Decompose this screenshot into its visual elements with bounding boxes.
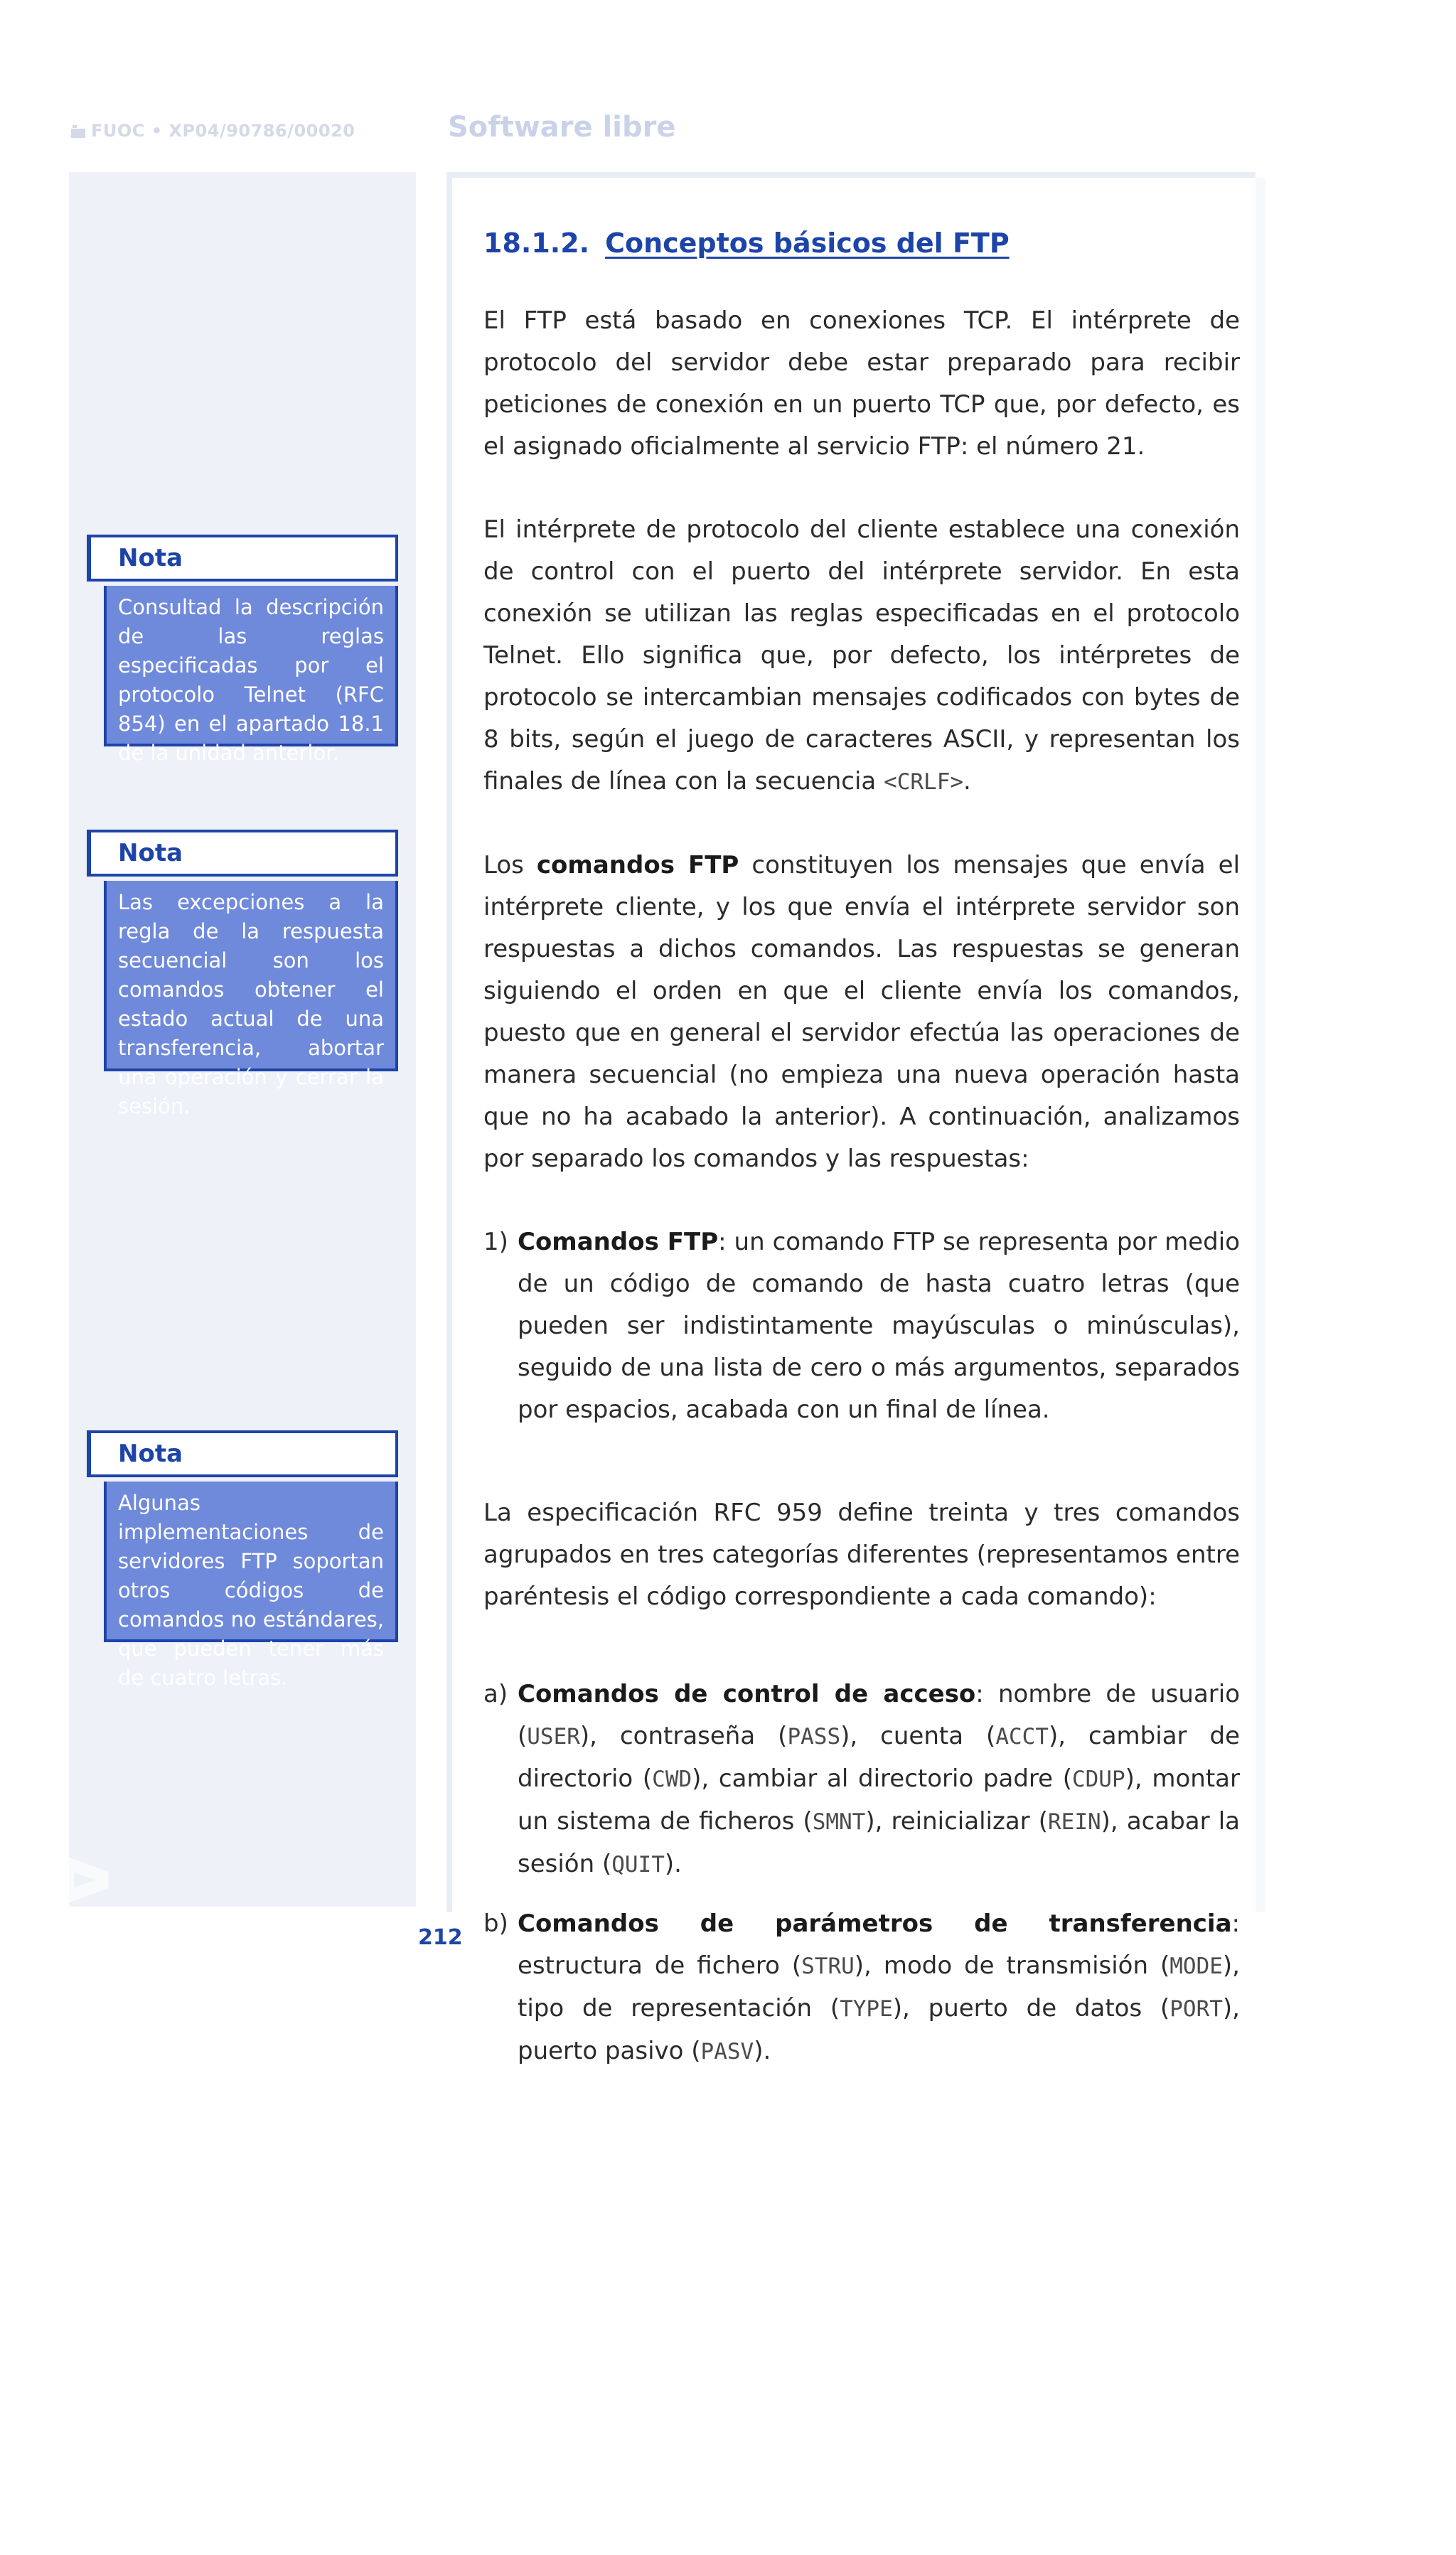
inline-code: STRU	[801, 1954, 855, 1979]
list-text: ).	[664, 1850, 682, 1878]
inline-code: <CRLF>	[884, 769, 964, 795]
inline-code: QUIT	[611, 1852, 665, 1878]
list-text: ), puerto pasivo (	[518, 1994, 1240, 2065]
paragraph-text: Los	[483, 851, 537, 879]
bold-term: comandos FTP	[536, 851, 739, 879]
list-label: 1)	[483, 1228, 508, 1256]
paragraph	[483, 509, 1240, 803]
inline-code: CDUP	[1071, 1767, 1125, 1792]
list-text: ), cambiar de directorio (	[518, 1722, 1241, 1793]
inline-code: CWD	[652, 1767, 692, 1792]
list-text: ), puerto de datos (	[892, 1994, 1170, 2023]
list-text: ), modo de transmisión (	[854, 1951, 1170, 1980]
paragraph: El FTP está basado en conexiones TCP. El intérprete de protocolo del servidor debe estar preparado para recibir peticiones de conexión en un puerto TCP que, por defecto, es el asignado oficialmente al servicio FTP: el número 21.	[483, 306, 1240, 461]
list-item	[483, 1903, 1240, 2073]
margin-note	[87, 830, 398, 1118]
list-text: : estructura de fichero (	[518, 1909, 1240, 1980]
inline-code: TYPE	[840, 1996, 893, 2022]
paragraph-text: constituyen los mensajes que envía el intérprete cliente, y los que envía el intérprete servidor son respuestas a dichos comandos. Las respuestas se generan siguiendo el orden en que el cliente envía los comandos, puesto que en general el servidor efectúa las operaciones de manera secuencial (no empieza una nueva operación hasta que no ha acabado la anterior). A continuación, analizamos por separado los comandos y las respuestas:	[483, 851, 1241, 1173]
inline-code: ACCT	[995, 1724, 1049, 1750]
inline-code: REIN	[1048, 1809, 1101, 1835]
list-text: : un comando FTP se representa por medio de un código de comando de hasta cuatro letras (que pueden ser indistintamente mayúsculas o minúsculas), seguido de una lista de cero o más argumentos, separados por espacios, acabada con un final de línea.	[518, 1228, 1240, 1424]
list-text: ), tipo de representación (	[518, 1951, 1240, 2023]
list-text: ).	[754, 2037, 771, 2065]
list-text: ), cambiar al directorio padre (	[692, 1764, 1072, 1793]
note-title: Nota	[87, 830, 398, 877]
section-number: 18.1.2.	[483, 227, 590, 259]
fuoc-logo-icon	[71, 125, 85, 138]
section-title-text: Conceptos básicos del FTP	[605, 227, 1010, 259]
list-label: b)	[483, 1909, 508, 1938]
list-text: ), contraseña (	[579, 1722, 788, 1750]
header-code	[71, 121, 355, 141]
list-text: ), reinicializar (	[865, 1807, 1049, 1836]
inline-code: SMNT	[812, 1809, 866, 1835]
list-item	[483, 1673, 1240, 1886]
page-number: 212	[418, 1925, 463, 1950]
main-content	[483, 227, 1240, 2073]
paragraph	[483, 845, 1240, 1180]
bold-term: Comandos de control de acceso	[518, 1680, 976, 1708]
note-title: Nota	[87, 1430, 398, 1477]
list-text: ), cuenta (	[840, 1722, 996, 1750]
note-title: Nota	[87, 535, 398, 582]
header-code-text: FUOC • XP04/90786/00020	[91, 121, 355, 141]
inline-code: PASV	[700, 2039, 754, 2064]
paragraph-text: El intérprete de protocolo del cliente establece una conexión de control con el puerto del intérprete servidor. En esta conexión se utilizan las reglas especificadas en el protocolo Telnet. Ello significa que, por defecto, los intérpretes de protocolo se intercambian mensajes codificados con bytes de 8 bits, según el juego de caracteres ASCII, y representan los finales de línea con la secuencia	[483, 515, 1240, 796]
header-title: Software libre	[448, 111, 676, 144]
section-title	[483, 227, 1240, 259]
bold-term: Comandos de parámetros de transferencia	[518, 1909, 1232, 1938]
inline-code: PORT	[1169, 1996, 1223, 2022]
bold-term: Comandos FTP	[518, 1228, 719, 1256]
list-label: a)	[483, 1680, 508, 1708]
inline-code: PASS	[787, 1724, 841, 1750]
margin-note	[87, 535, 398, 765]
list-text: ), montar un sistema de ficheros (	[518, 1764, 1240, 1836]
inline-code: USER	[527, 1724, 580, 1750]
list-text: ), acabar la sesión (	[518, 1807, 1240, 1878]
note-body: Consultad la descripción de las reglas especificadas por el protocolo Telnet (RFC 854) en el apartado 18.1 de la unidad anterior.	[104, 586, 398, 746]
list-text: : nombre de usuario (	[518, 1680, 1241, 1750]
margin-note	[87, 1430, 398, 1690]
watermark: ANOTACIONES	[36, 1851, 123, 2555]
note-body: Las excepciones a la regla de la respuesta secuencial son los comandos obtener el estado actual de una transferencia, abortar una operación y cerrar la sesión.	[104, 881, 398, 1071]
inline-code: MODE	[1169, 1954, 1223, 1979]
paragraph: La especificación RFC 959 define treinta y tres comandos agrupados en tres categorías diferentes (representamos entre paréntesis el código correspondiente a cada comando):	[483, 1499, 1240, 1611]
note-body: Algunas implementaciones de servidores FTP soportan otros códigos de comandos no estándares, que pueden tener más de cuatro letras.	[104, 1482, 398, 1642]
list-item	[483, 1221, 1240, 1431]
paragraph-text: .	[963, 767, 971, 796]
